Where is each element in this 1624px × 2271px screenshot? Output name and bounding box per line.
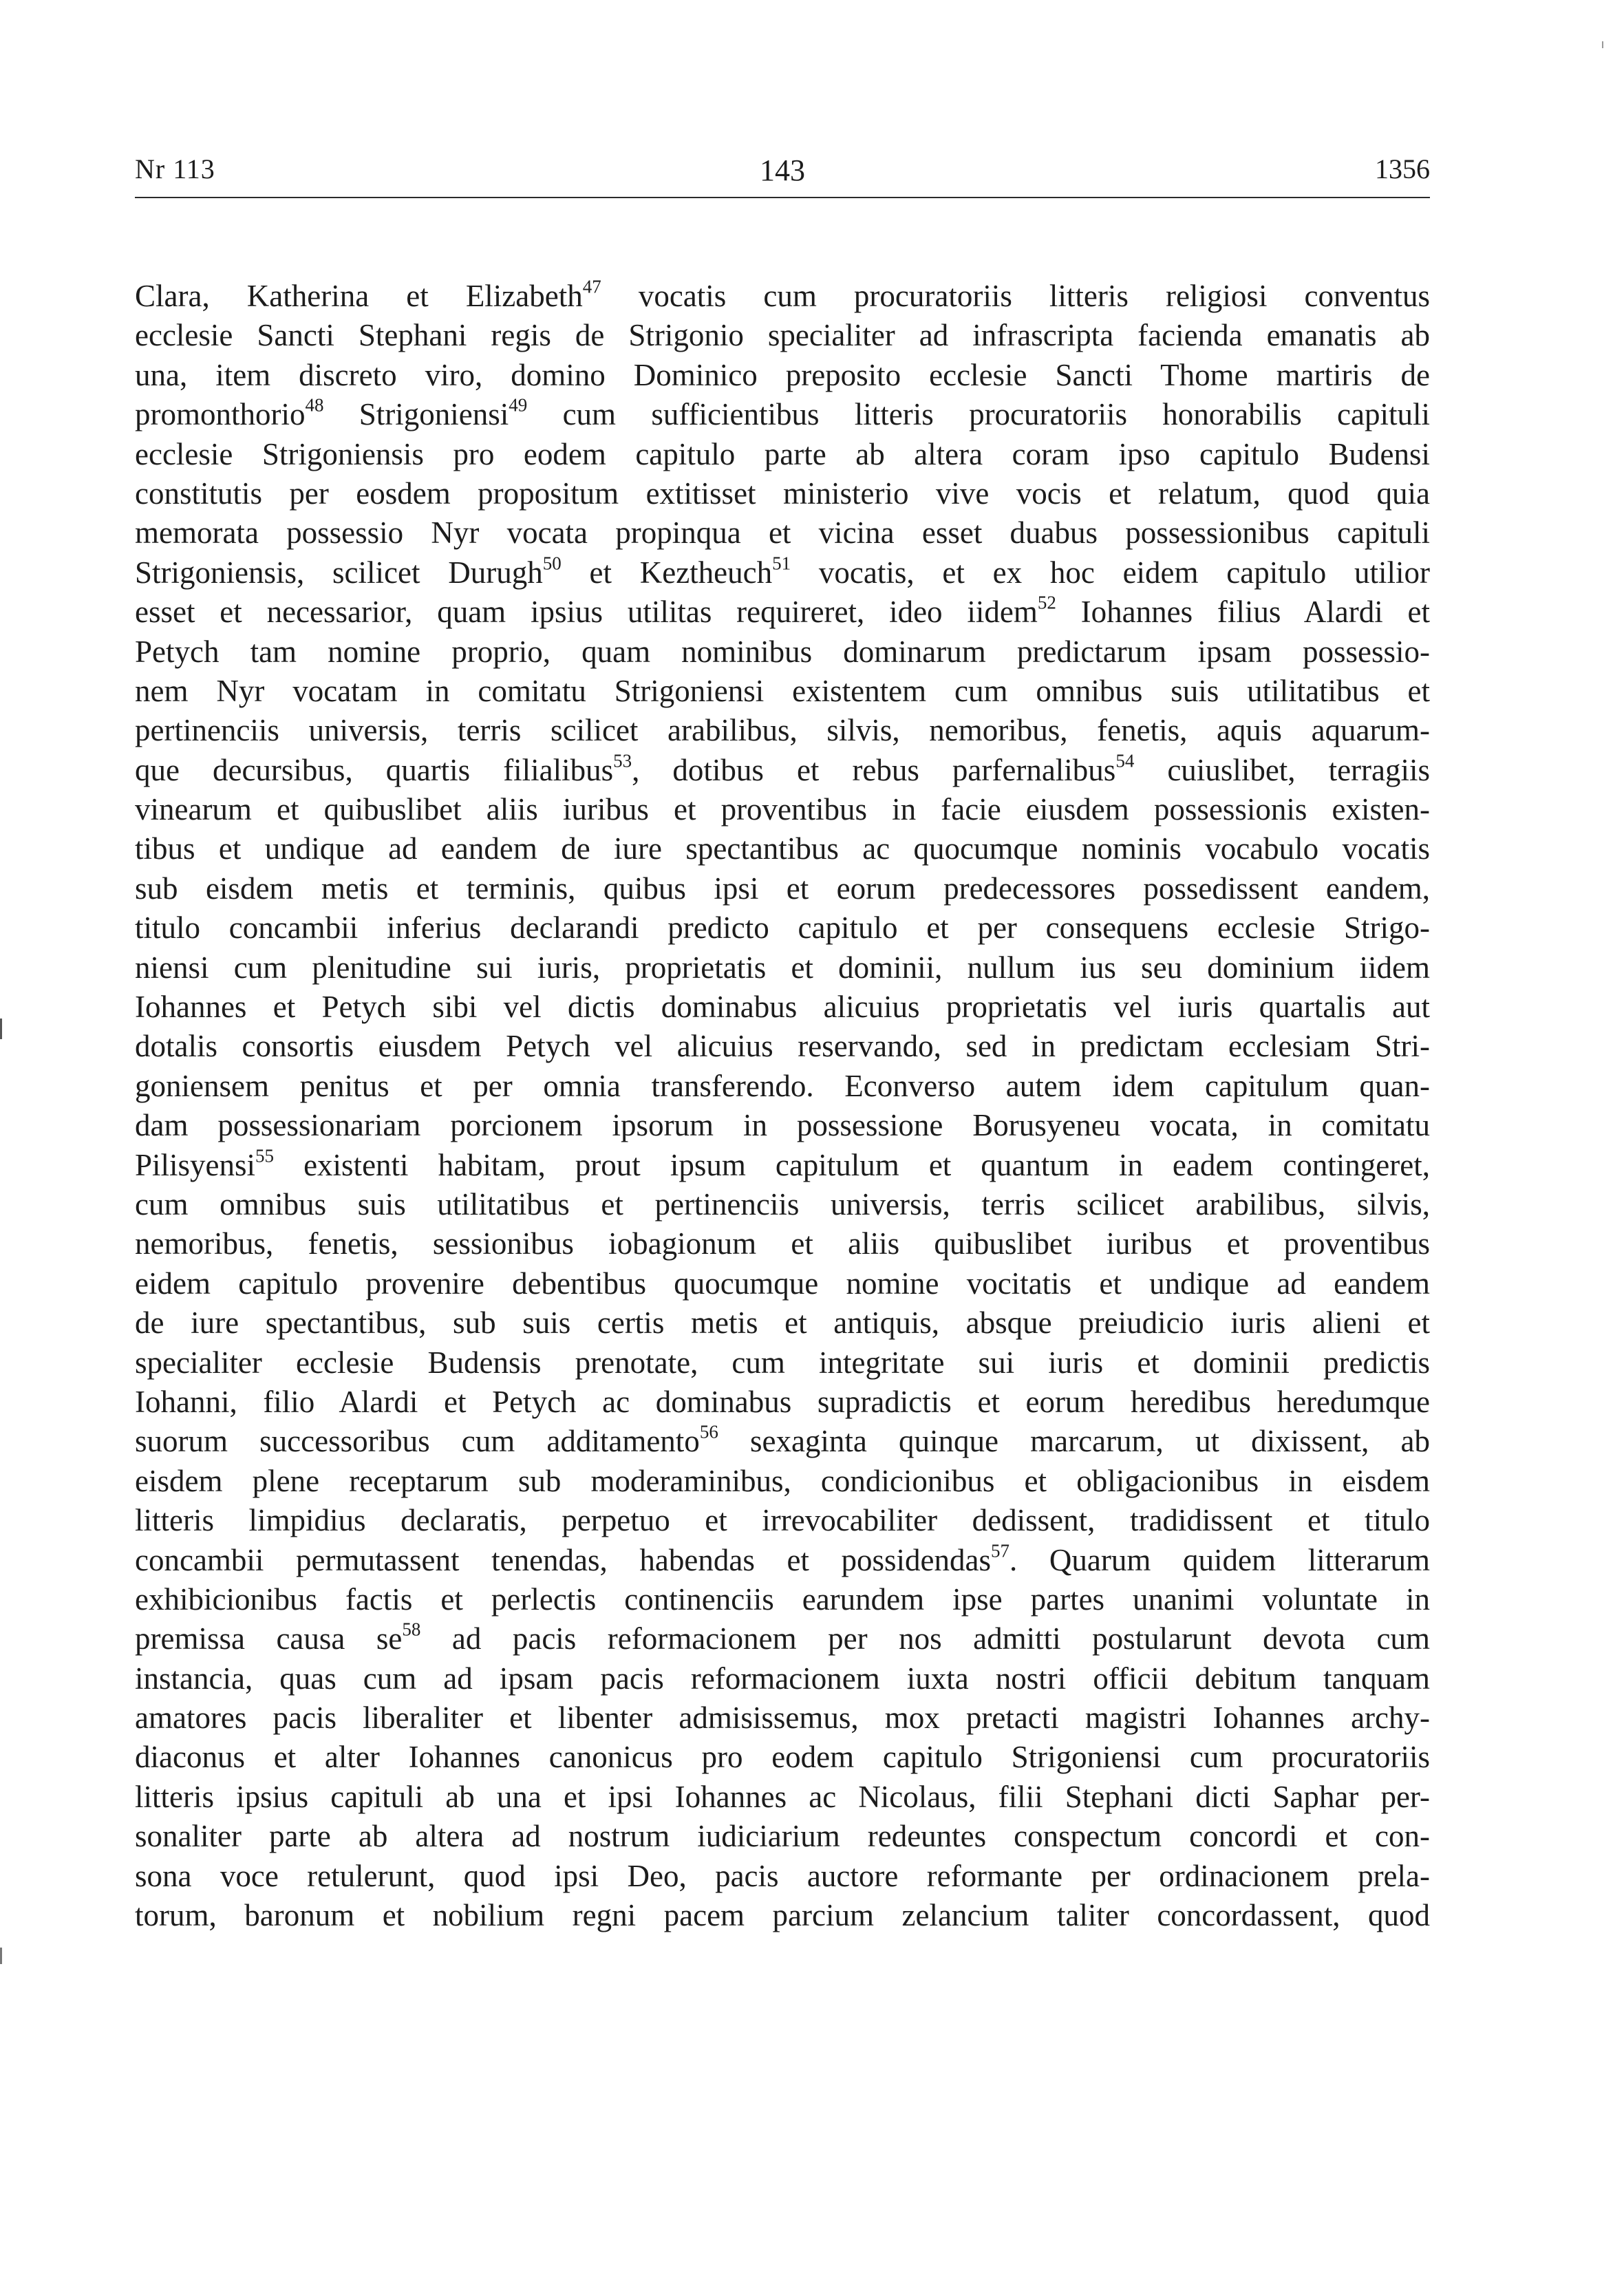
text-segment: Iohannes filius Alardi et	[1056, 595, 1430, 630]
text-line	[135, 948, 1430, 988]
text-line	[135, 474, 1430, 513]
text-line	[135, 356, 1430, 395]
text-line	[135, 316, 1430, 355]
text-segment: de iure spectantibus, sub suis certis metis et antiquis, absque preiudicio iuris alieni et	[135, 1305, 1430, 1341]
text-segment: instancia, quas cum ad ipsam pacis reformacionem iuxta nostri officii debitum tanquam	[135, 1661, 1430, 1696]
text-line	[135, 1343, 1430, 1383]
text-segment: cum omnibus suis utilitatibus et pertinenciis universis, terris scilicet arabilibus, silvis,	[135, 1186, 1430, 1222]
text-segment: titulo concambii inferius declarandi predicto capitulo et per consequens ecclesie Strigo-	[135, 910, 1430, 946]
scan-edge-mark	[0, 1948, 2, 1964]
footnote-marker: 47	[582, 276, 601, 297]
text-segment: Iohannes et Petych sibi vel dictis dominabus alicuius proprietatis vel iuris quartalis aut	[135, 990, 1430, 1025]
text-segment: eisdem plene receptarum sub moderaminibus, condicionibus et obligacionibus in eisdem	[135, 1463, 1430, 1498]
text-segment: Iohanni, filio Alardi et Petych ac dominabus supradictis et eorum heredibus heredumque	[135, 1384, 1430, 1419]
scan-edge-mark	[1602, 41, 1603, 48]
text-segment: , dotibus et rebus parfernalibus	[632, 752, 1116, 787]
text-line	[135, 1778, 1430, 1817]
text-segment: eidem capitulo provenire debentibus quocumque nomine vocitatis et undique ad eandem	[135, 1266, 1430, 1301]
text-segment: litteris limpidius declaratis, perpetuo et irrevocabiliter dedissent, tradidissent et titulo	[135, 1503, 1430, 1538]
text-line	[135, 513, 1430, 553]
text-line	[135, 435, 1430, 474]
text-line	[135, 1067, 1430, 1106]
text-line	[135, 1224, 1430, 1264]
text-line	[135, 790, 1430, 829]
text-segment: vocatis, et ex hoc eidem capitulo utilior	[791, 555, 1430, 590]
text-segment: sonaliter parte ab altera ad nostrum iudiciarium redeuntes conspectum concordi et con-	[135, 1819, 1430, 1854]
footnote-marker: 51	[772, 553, 791, 574]
text-segment: amatores pacis liberaliter et libenter admisissemus, mox pretacti magistri Iohannes archy-	[135, 1700, 1430, 1736]
footnote-marker: 57	[991, 1540, 1010, 1561]
document-year: 1356	[1375, 153, 1430, 184]
text-line	[135, 1659, 1430, 1698]
footnote-marker: 49	[509, 394, 528, 416]
text-segment: Petych tam nomine proprio, quam nominibus dominarum predictarum ipsam possessio-	[135, 634, 1430, 669]
text-segment: vocatis cum procuratoriis litteris religiosi conventus	[601, 279, 1430, 313]
text-segment: exhibicionibus factis et perlectis continenciis earundem ipse partes unanimi voluntate in	[135, 1581, 1430, 1617]
text-line	[135, 1146, 1430, 1185]
text-segment: Strigoniensis, scilicet Durugh	[135, 555, 543, 590]
footnote-marker: 50	[542, 553, 562, 574]
text-line	[135, 553, 1430, 593]
text-segment: dam possessionariam porcionem ipsorum in possessione Borusyeneu vocata, in comitatu	[135, 1108, 1430, 1143]
text-line	[135, 1383, 1430, 1422]
text-line	[135, 632, 1430, 672]
footnote-marker: 53	[613, 750, 632, 771]
text-segment: promonthorio	[135, 397, 306, 432]
text-segment: sona voce retulerunt, quod ipsi Deo, pacis auctore reformante per ordinacionem prela-	[135, 1858, 1430, 1893]
text-segment: specialiter ecclesie Budensis prenotate, cum integritate sui iuris et dominii predictis	[135, 1345, 1430, 1380]
text-segment: tibus et undique ad eandem de iure spectantibus ac quocumque nominis vocabulo vocatis	[135, 831, 1430, 866]
text-line	[135, 1185, 1430, 1224]
scan-edge-mark	[0, 1019, 2, 1039]
text-segment: Pilisyensi	[135, 1147, 256, 1182]
text-segment: que decursibus, quartis filialibus	[135, 752, 614, 787]
text-line	[135, 751, 1430, 790]
text-line	[135, 1462, 1430, 1501]
text-segment: esset et necessarior, quam ipsius utilitas requireret, ideo iidem	[135, 595, 1038, 630]
footnote-marker: 58	[402, 1619, 421, 1640]
page-number: 143	[760, 153, 805, 187]
text-segment: premissa causa se	[135, 1621, 403, 1656]
text-line	[135, 988, 1430, 1027]
text-segment: cuiuslibet, terragiis	[1134, 752, 1431, 787]
text-line	[135, 711, 1430, 750]
text-segment: . Quarum quidem litterarum	[1009, 1542, 1430, 1577]
text-segment: diaconus et alter Iohannes canonicus pro eodem capitulo Strigoniensi cum procuratoriis	[135, 1740, 1430, 1775]
text-segment: memorata possessio Nyr vocata propinqua et vicina esset duabus possessionibus capituli	[135, 515, 1430, 551]
text-segment: et Keztheuch	[561, 555, 773, 590]
text-line	[135, 1027, 1430, 1066]
running-head	[135, 153, 1430, 194]
text-segment: pertinenciis universis, terris scilicet arabilibus, silvis, nemoribus, fenetis, aquis aquarum-	[135, 713, 1430, 748]
text-line	[135, 1698, 1430, 1738]
text-segment: existenti habitam, prout ipsum capitulum et quantum in eadem contingeret,	[274, 1147, 1430, 1182]
text-line	[135, 1106, 1430, 1145]
text-line	[135, 829, 1430, 868]
text-line	[135, 869, 1430, 908]
text-segment: ad pacis reformacionem per nos admitti postularunt devota cum	[420, 1621, 1430, 1656]
text-line	[135, 1501, 1430, 1540]
text-segment: niensi cum plenitudine sui iuris, proprietatis et dominii, nullum ius seu dominium iidem	[135, 950, 1430, 985]
text-segment: dotalis consortis eiusdem Petych vel alicuius reservando, sed in predictam ecclesiam Stri-	[135, 1029, 1430, 1064]
footnote-marker: 52	[1037, 592, 1056, 613]
text-line	[135, 1817, 1430, 1856]
text-segment: constitutis per eosdem propositum extitisset ministerio vive vocis et relatum, quod quia	[135, 476, 1430, 511]
text-segment: una, item discreto viro, domino Dominico preposito ecclesie Sancti Thome martiris de	[135, 357, 1430, 392]
text-segment: litteris ipsius capituli ab una et ipsi Iohannes ac Nicolaus, filii Stephani dicti Saphar per-	[135, 1779, 1430, 1814]
footnote-marker: 55	[255, 1145, 275, 1166]
text-segment: nem Nyr vocatam in comitatu Strigoniensi existentem cum omnibus suis utilitatibus et	[135, 673, 1430, 708]
text-line	[135, 1896, 1430, 1935]
text-segment: ecclesie Sancti Stephani regis de Strigonio specialiter ad infrascripta facienda emanatis ab	[135, 318, 1430, 353]
text-line	[135, 1422, 1430, 1461]
text-line	[135, 1541, 1430, 1580]
text-segment: Strigoniensi	[323, 397, 509, 432]
text-line	[135, 1264, 1430, 1303]
text-line	[135, 593, 1430, 632]
text-line	[135, 277, 1430, 316]
footnote-marker: 48	[305, 394, 324, 416]
text-line	[135, 1857, 1430, 1896]
footnote-marker: 54	[1115, 750, 1135, 771]
charter-text-body	[135, 277, 1430, 1935]
header-rule	[135, 197, 1430, 198]
text-segment: cum sufficientibus litteris procuratoriis honorabilis capituli	[527, 397, 1431, 432]
text-segment: ecclesie Strigoniensis pro eodem capitulo parte ab altera coram ipso capitulo Budensi	[135, 436, 1430, 471]
text-segment: suorum successoribus cum additamento	[135, 1424, 700, 1459]
document-number: Nr 113	[135, 153, 215, 184]
text-line	[135, 1303, 1430, 1343]
text-line	[135, 908, 1430, 948]
text-segment: Clara, Katherina et Elizabeth	[135, 279, 583, 313]
text-line	[135, 395, 1430, 434]
text-segment: goniensem penitus et per omnia transferendo. Econverso autem idem capitulum quan-	[135, 1068, 1430, 1103]
text-line	[135, 1619, 1430, 1659]
text-segment: sexaginta quinque marcarum, ut dixissent, ab	[718, 1424, 1430, 1459]
text-segment: vinearum et quibuslibet aliis iuribus et proventibus in facie eiusdem possessionis existen-	[135, 792, 1430, 827]
text-line	[135, 1580, 1430, 1619]
text-line	[135, 1738, 1430, 1777]
text-segment: concambii permutassent tenendas, habendas et possidendas	[135, 1542, 992, 1577]
text-segment: nemoribus, fenetis, sessionibus iobagionum et aliis quibuslibet iuribus et proventibus	[135, 1226, 1430, 1261]
text-segment: sub eisdem metis et terminis, quibus ipsi et eorum predecessores possedissent eandem,	[135, 871, 1430, 906]
footnote-marker: 56	[699, 1421, 718, 1442]
text-line	[135, 672, 1430, 711]
text-segment: torum, baronum et nobilium regni pacem parcium zelancium taliter concordassent, quod	[135, 1898, 1430, 1933]
